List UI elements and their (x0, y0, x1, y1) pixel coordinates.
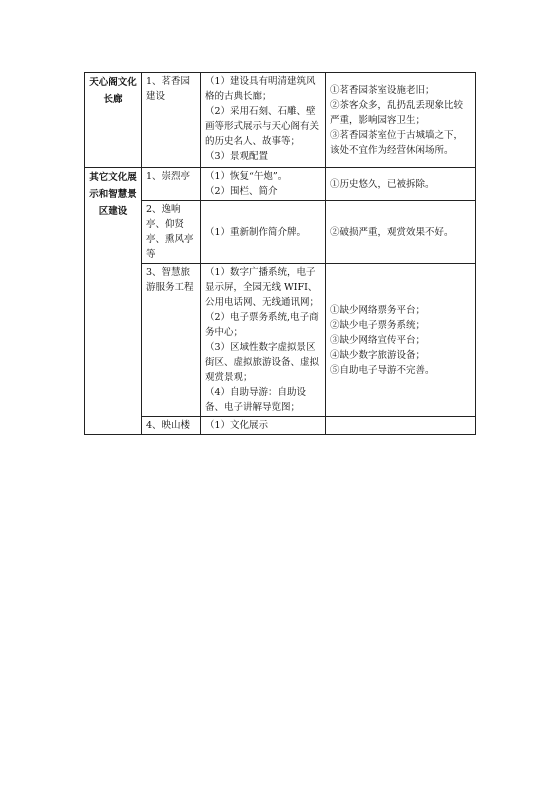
content-item: （2）电子票务系统,电子商务中心； (205, 312, 319, 338)
problem-cell (326, 168, 476, 201)
problem-item: ③茗香园茶室位于古城墙之下，该处不宜作为经营休闲场所。 (330, 129, 464, 156)
content-item: （4）自助导游：自助设备、电子讲解导览图； (205, 387, 307, 413)
table-row (85, 201, 476, 264)
content-cell (201, 73, 326, 168)
problem-item: ②破损严重，观赏效果不好。 (330, 226, 454, 238)
problem-item: ①茗香园茶室设施老旧； (330, 84, 435, 96)
problem-cell (326, 264, 476, 417)
project-cell: 4、映山楼 (142, 417, 201, 435)
problem-item: ⑤自助电子导游不完善。 (330, 364, 435, 376)
project-cell: 3、智慧旅游服务工程 (142, 264, 201, 417)
content-cell (201, 417, 326, 435)
content-item: （2）围栏、简介 (205, 186, 278, 197)
project-cell: 1、茗香园建设 (142, 73, 201, 168)
table-row (85, 73, 476, 168)
project-cell: 1、崇烈亭 (142, 168, 201, 201)
project-cell: 2、逸响亭、仰贤亭、熏风亭等 (142, 201, 201, 264)
problem-item: ③缺少网络宣传平台； (330, 334, 426, 346)
table-row (85, 168, 476, 201)
content-item: （1）文化展示 (205, 420, 269, 431)
area-cell: 其它文化展示和智慧景区建设 (85, 168, 142, 435)
problem-item: ②缺少电子票务系统； (330, 319, 426, 331)
content-item: （3）景观配置 (205, 151, 269, 162)
table-row (85, 417, 476, 435)
problem-item: ①缺少网络票务平台； (330, 304, 426, 316)
content-cell (201, 168, 326, 201)
content-item: （3）区域性数字虚拟景区街区、虚拟旅游设备、虚拟观赏景观； (205, 342, 320, 383)
problem-item: ②茶客众多，乱扔乱丢现象比较严重，影响园容卫生； (330, 99, 464, 126)
content-cell (201, 264, 326, 417)
problem-cell (326, 73, 476, 168)
problem-item: ④缺少数字旅游设备； (330, 349, 426, 361)
content-item: （1）建设具有明清建筑风格的古典长廊； (205, 76, 316, 102)
problem-cell (326, 201, 476, 264)
content-item: （1）重新制作简介牌。 (205, 226, 307, 238)
content-item: （1）数字广播系统，电子显示屏，全园无线 WIFI、公用电话网、无线通讯网； (205, 267, 320, 308)
content-cell (201, 201, 326, 264)
content-item: （2）采用石刻、石雕、壁画等形式展示与天心阁有关的历史名人、故事等； (205, 106, 320, 147)
problem-cell (326, 417, 476, 435)
area-cell: 天心阁文化长廊 (85, 73, 142, 168)
content-item: （1）恢复“午炮”。 (205, 171, 288, 182)
plan-table (84, 72, 476, 435)
problem-item: ①历史悠久，已被拆除。 (330, 178, 435, 190)
table-row (85, 264, 476, 417)
